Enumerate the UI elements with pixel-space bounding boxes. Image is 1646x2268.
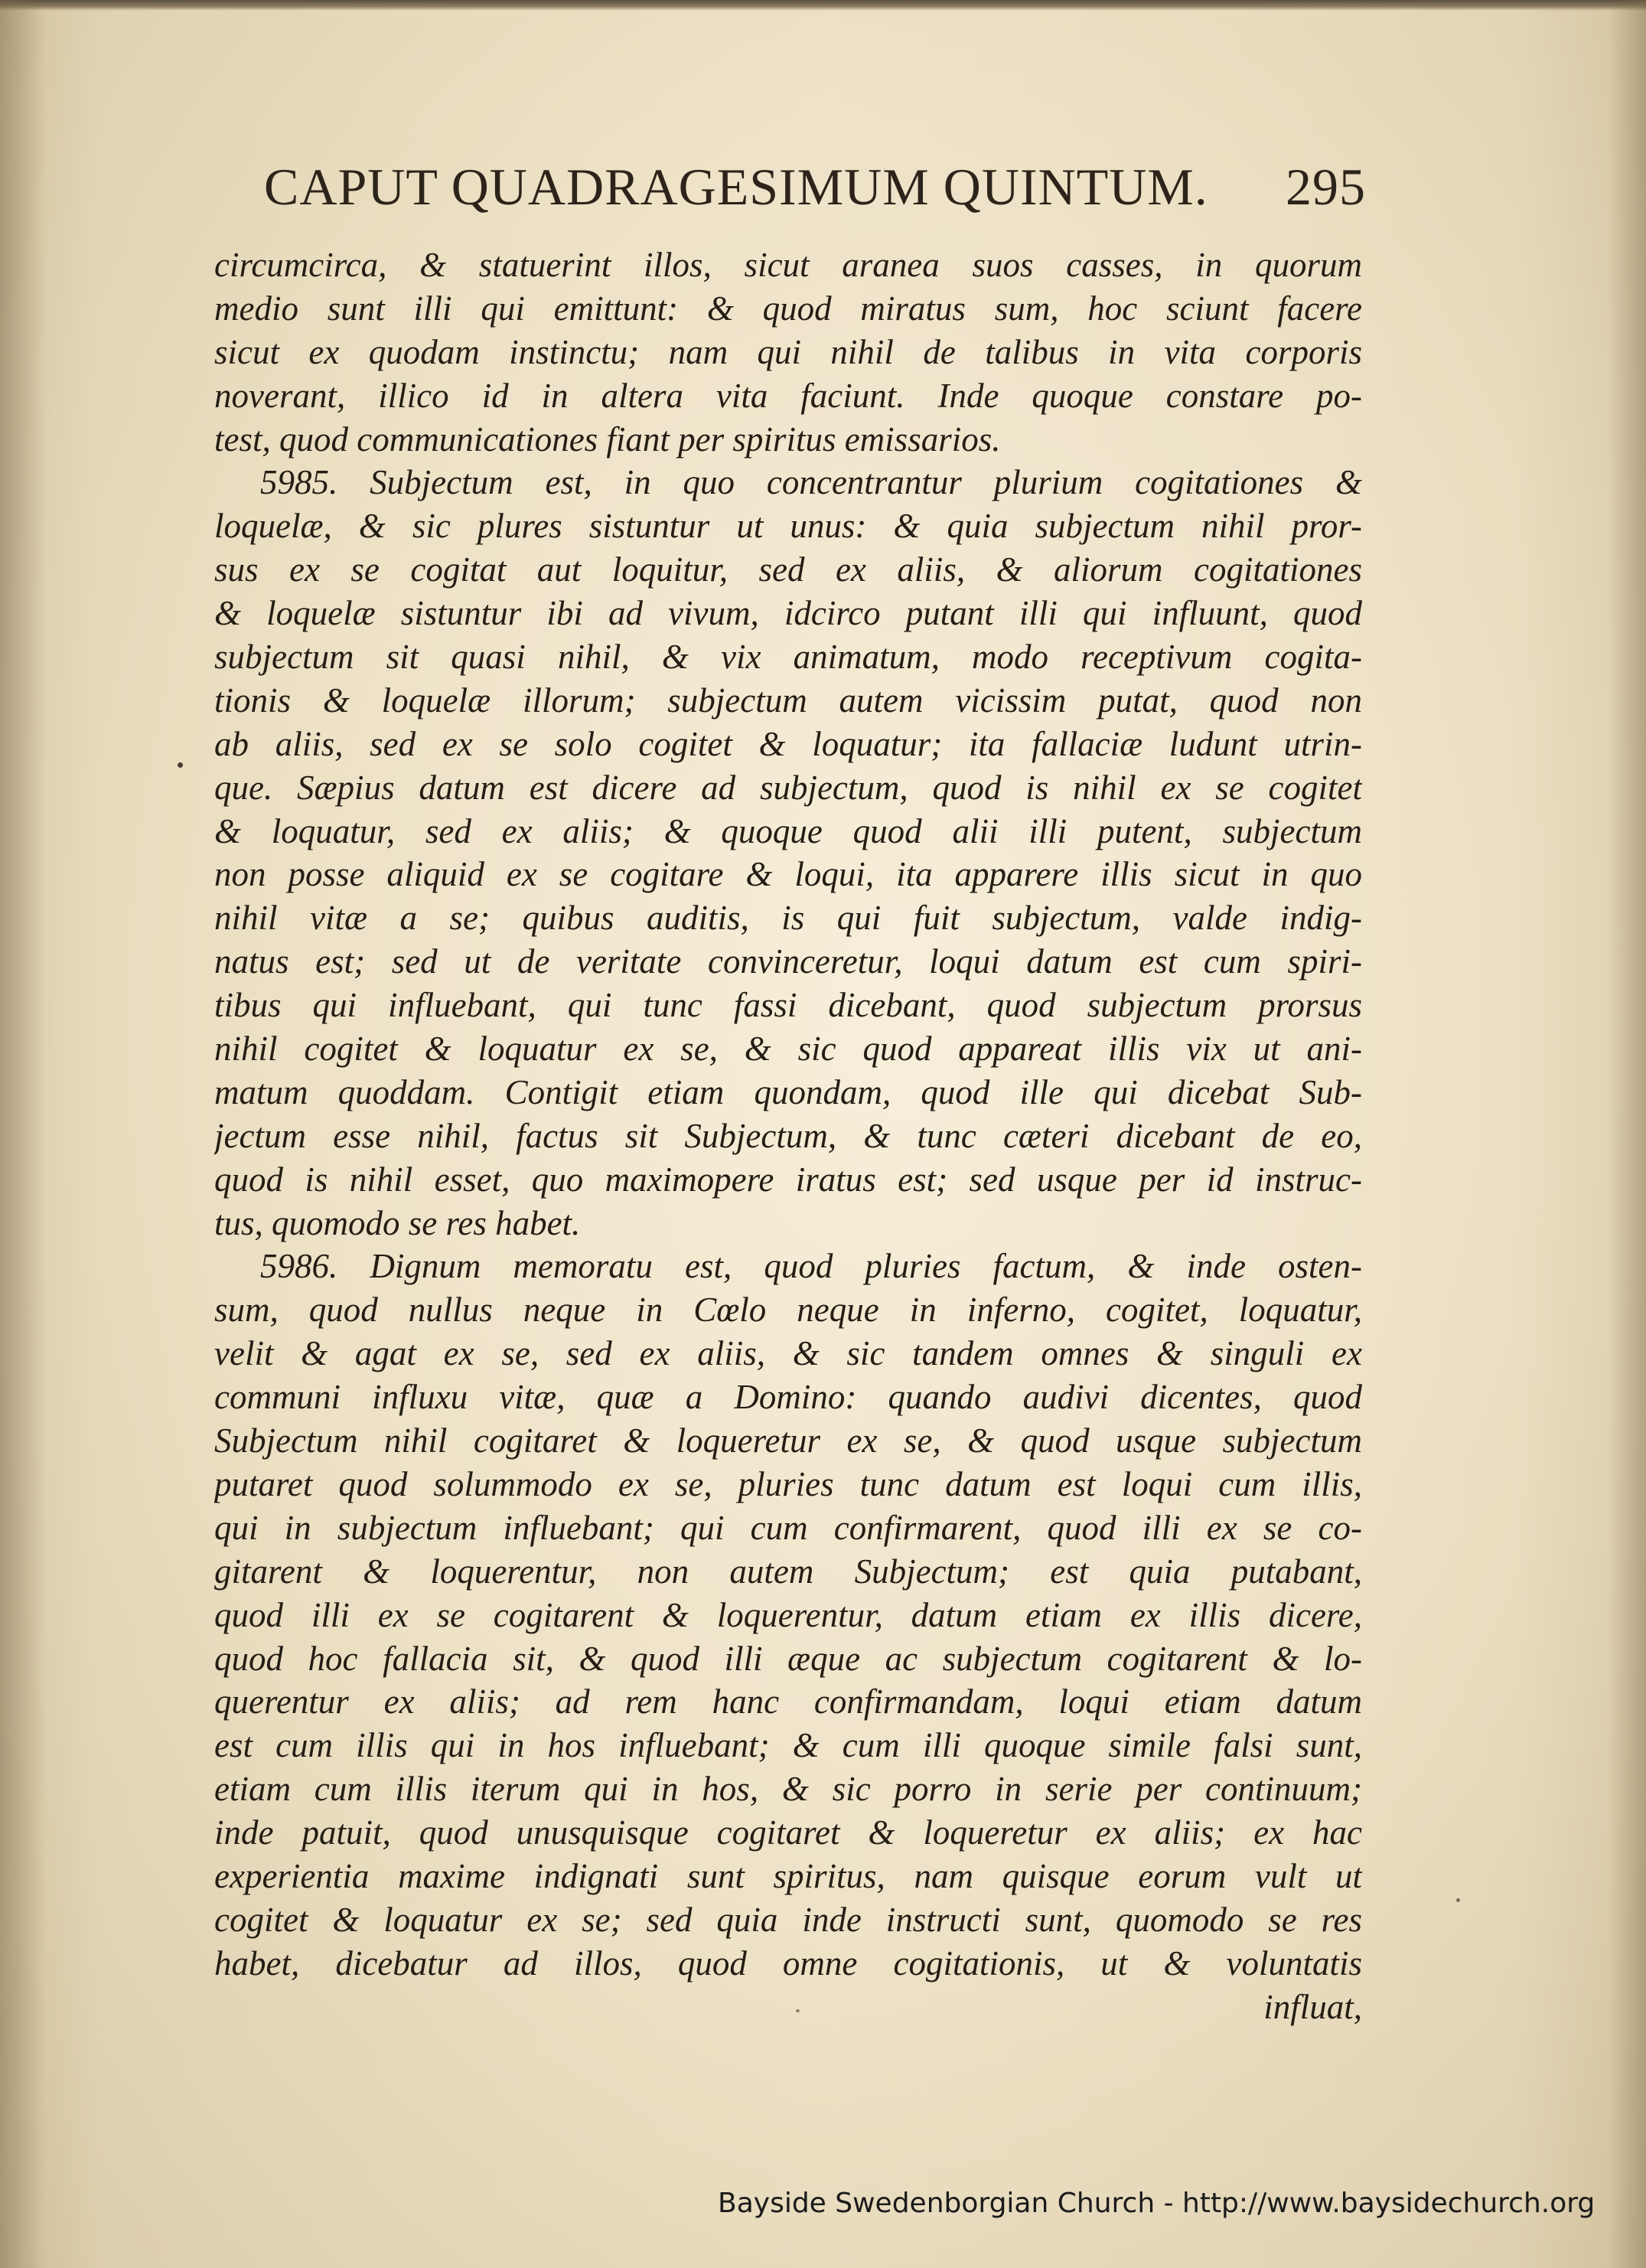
- text-line: sum, quod nullus neque in Cœlo neque in inferno, cogitet, loquatur,: [214, 1291, 1362, 1330]
- text-line: Subjectum nihil cogitaret & loqueretur ex se, & quod usque subjectum: [214, 1421, 1362, 1460]
- text-line: medio sunt illi qui emittunt: & quod miratus sum, hoc sciunt facere: [214, 289, 1362, 328]
- body-text: [214, 243, 1362, 2029]
- text-line: noverant, illico id in altera vita faciunt. Inde quoque constare po-: [214, 376, 1362, 415]
- text-line: que. Sæpius datum est dicere ad subjectum, quod is nihil ex se cogitet: [214, 768, 1362, 807]
- text-line: jectum esse nihil, factus sit Subjectum, & tunc cæteri dicebant de eo,: [214, 1116, 1362, 1155]
- text-line: est cum illis qui in hos influebant; & cum illi quoque simile falsi sunt,: [214, 1726, 1362, 1765]
- text-line: cogitet & loquatur ex se; sed quia inde instructi sunt, quomodo se res: [214, 1900, 1362, 1939]
- text-line: non posse aliquid ex se cogitare & loqui, ita apparere illis sicut in quo: [214, 855, 1362, 894]
- text-line: quod is nihil esset, quo maximopere iratus est; sed usque per id instruc-: [214, 1160, 1362, 1199]
- ink-speck: [1456, 1898, 1460, 1902]
- text-line: circumcirca, & statuerint illos, sicut aranea suos casses, in quorum: [214, 246, 1362, 284]
- page-number: 295: [1286, 158, 1366, 216]
- text-line: querentur ex aliis; ad rem hanc confirmandam, loqui etiam datum: [214, 1682, 1362, 1721]
- text-line: etiam cum illis iterum qui in hos, & sic porro in serie per continuum;: [214, 1770, 1362, 1809]
- text-line: quod hoc fallacia sit, & quod illi æque ac subjectum cogitarent & lo-: [214, 1639, 1362, 1678]
- text-line: & loquatur, sed ex aliis; & quoque quod alii illi putent, subjectum: [214, 811, 1362, 850]
- text-line: tionis & loquelæ illorum; subjectum autem vicissim putat, quod non: [214, 680, 1362, 720]
- text-line: nihil cogitet & loquatur ex se, & sic quod appareat illis vix ut ani-: [214, 1030, 1362, 1069]
- text-line: tus, quomodo se res habet.: [214, 1203, 581, 1242]
- text-line: sicut ex quodam instinctu; nam qui nihil de talibus in vita corporis: [214, 332, 1362, 371]
- text-line: natus est; sed ut de veritate convinceretur, loqui datum est cum spiri-: [214, 942, 1362, 981]
- text-line: habet, dicebatur ad illos, quod omne cogitationis, ut & voluntatis: [214, 1943, 1362, 1982]
- text-line: sus ex se cogitat aut loquitur, sed ex aliis, & aliorum cogitationes: [214, 550, 1362, 589]
- text-line: inde patuit, quod unusquisque cogitaret & loqueretur ex aliis; ex hac: [214, 1813, 1362, 1852]
- catchword: influat,: [1263, 1987, 1362, 2026]
- text-line: qui in subjectum influebant; qui cum confirmarent, quod illi ex se co-: [214, 1508, 1362, 1547]
- text-line: velit & agat ex se, sed ex aliis, & sic tandem omnes & singuli ex: [214, 1334, 1362, 1373]
- running-title: CAPUT QUADRAGESIMUM QUINTUM.: [264, 158, 1208, 216]
- text-line: matum quoddam. Contigit etiam quondam, quod ille qui dicebat Sub-: [214, 1072, 1362, 1111]
- text-line: communi influxu vitæ, quæ a Domino: quando audivi dicentes, quod: [214, 1378, 1362, 1417]
- text-line: test, quod communicationes fiant per spiritus emissarios.: [214, 419, 1001, 458]
- text-line: subjectum sit quasi nihil, & vix animatum, modo receptivum cogita-: [214, 638, 1362, 677]
- ink-speck: [178, 762, 183, 768]
- text-line: tibus qui influebant, qui tunc fassi dicebant, quod subjectum prorsus: [214, 986, 1362, 1025]
- page-top-edge-shadow: [0, 0, 1646, 11]
- text-line: gitarent & loquerentur, non autem Subjectum; est quia putabant,: [214, 1552, 1362, 1591]
- text-line: 5986. Dignum memoratu est, quod pluries factum, & inde osten-: [260, 1247, 1362, 1286]
- text-line: putaret quod solummodo ex se, pluries tunc datum est loqui cum illis,: [214, 1464, 1362, 1503]
- text-line: ab aliis, sed ex se solo cogitet & loquatur; ita fallaciæ ludunt utrin-: [214, 724, 1362, 763]
- text-line: & loquelæ sistuntur ibi ad vivum, idcirco putant illi qui influunt, quod: [214, 594, 1362, 633]
- page-left-edge-shadow: [0, 0, 46, 2268]
- text-line: nihil vitæ a se; quibus auditis, is qui fuit subjectum, valde indig-: [214, 899, 1362, 938]
- text-line: 5985. Subjectum est, in quo concentrantur plurium cogitationes &: [260, 463, 1362, 502]
- page-header: [264, 157, 1366, 226]
- text-line: loquelæ, & sic plures sistuntur ut unus: & quia subjectum nihil pror-: [214, 507, 1362, 546]
- footer-credit: Bayside Swedenborgian Church - http://www.baysidechurch.org: [718, 2188, 1595, 2219]
- ink-speck: [796, 2009, 800, 2012]
- text-line: experientia maxime indignati sunt spiritus, nam quisque eorum vult ut: [214, 1856, 1362, 1895]
- text-line: quod illi ex se cogitarent & loquerentur, datum etiam ex illis dicere,: [214, 1595, 1362, 1634]
- page-right-edge-shadow: [1608, 0, 1646, 2268]
